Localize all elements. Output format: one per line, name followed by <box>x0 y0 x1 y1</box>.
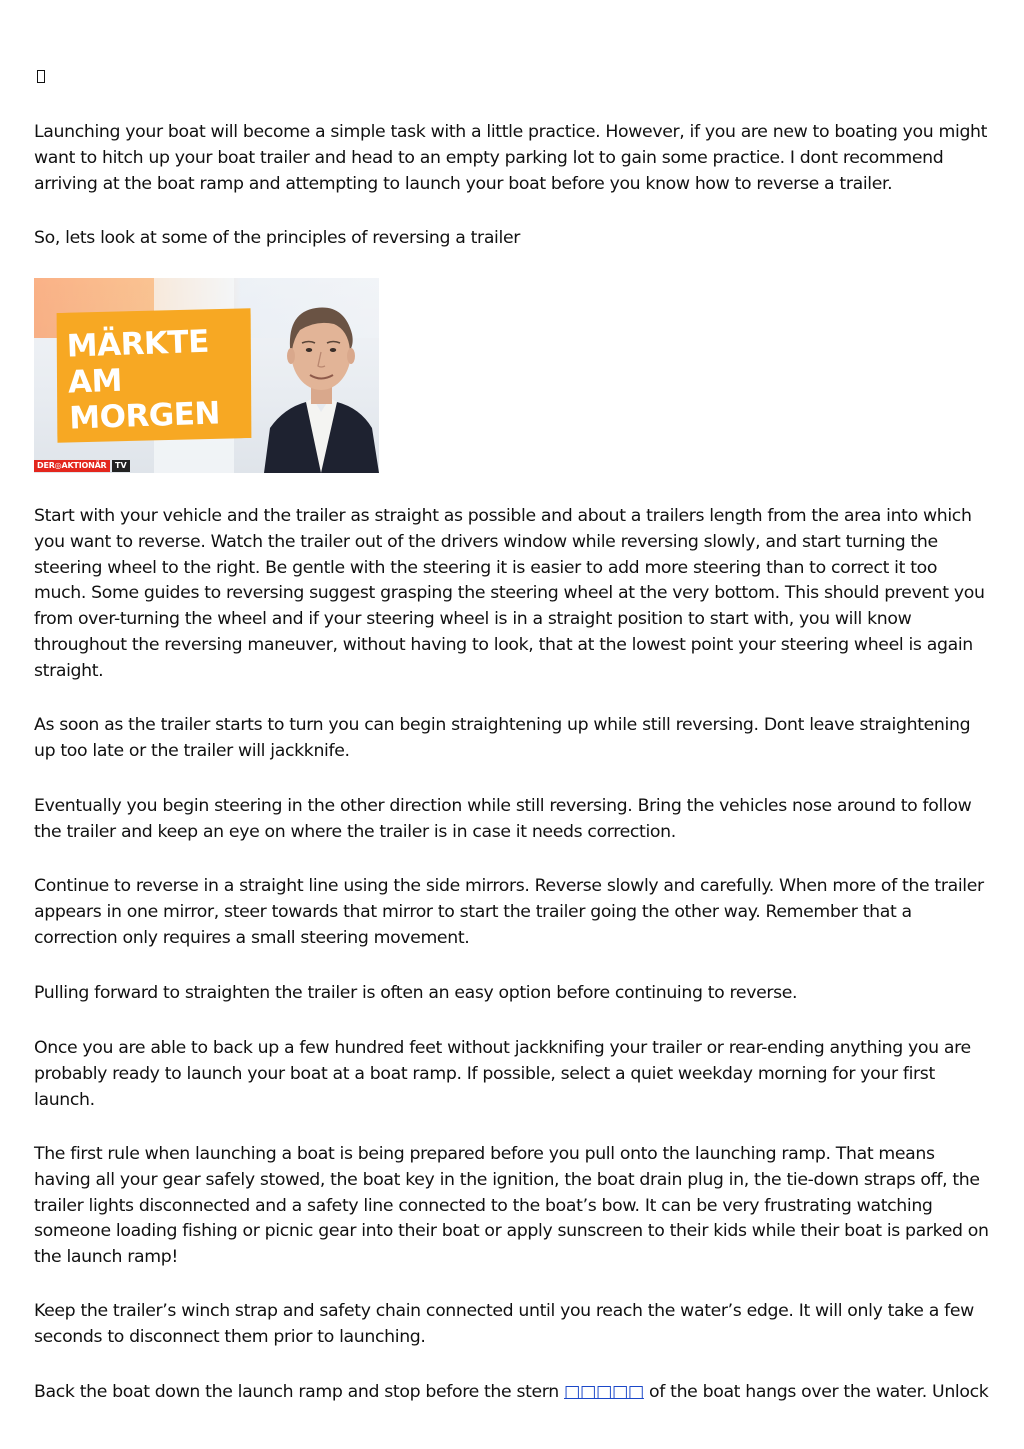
paragraph-back-down <box>34 1380 990 1406</box>
paragraph-first-rule: The first rule when launching a boat is being prepared before you pull onto the launching ramp. That means having all your gear safely stowed, the boat key in the ignition, the boat drain plug in, the tie-down straps off, the trailer lights disconnected and a safety line connected to the boat’s bow. It can be very frustrating watching someone loading fishing or picnic gear into their boat or apply sunscreen to their kids while their boat is parked on the launch ramp! <box>34 1144 989 1268</box>
paragraph-principles: So, lets look at some of the principles of reversing a trailer <box>34 228 520 248</box>
paragraph-pulling-forward: Pulling forward to straighten the trailer is often an easy option before continuing to reverse. <box>34 983 798 1003</box>
channel-logo-tv: TV <box>112 460 130 472</box>
paragraph-back-down-text-end: of the boat hangs over the water. Unlock <box>643 1382 989 1402</box>
thumbnail-title-line-1: MÄRKTE <box>66 323 210 365</box>
video-thumbnail-image <box>34 278 379 473</box>
thumbnail-title-line-3: MORGEN <box>68 395 221 437</box>
channel-logo: DER◎AKTIONÄR <box>34 460 110 472</box>
paragraph-straightening: As soon as the trailer starts to turn you can begin straightening up while still reversing. Dont leave straightening up too late or the trailer will jackknife. <box>34 715 971 761</box>
paragraph-side-mirrors: Continue to reverse in a straight line using the side mirrors. Reverse slowly and carefully. When more of the trailer appears in one mirror, steer towards that mirror to start the trailer going the other way. Remember that a correction only requires a small steering movement. <box>34 876 984 948</box>
inline-link[interactable] <box>564 1382 644 1402</box>
paragraph-winch-strap: Keep the trailer’s winch strap and safety chain connected until you reach the water’s edge. It will only take a few seconds to disconnect them prior to launching. <box>34 1301 974 1347</box>
missing-glyph-icon <box>37 70 45 83</box>
paragraph-other-direction: Eventually you begin steering in the other direction while still reversing. Bring the vehicles nose around to follow the trailer and keep an eye on where the trailer is in case it needs correction. <box>34 796 972 842</box>
paragraph-back-down-text-start: Back the boat down the launch ramp and stop before the stern <box>34 1382 565 1402</box>
paragraph-start-straight: Start with your vehicle and the trailer as straight as possible and about a trailers length from the area into which you want to reverse. Watch the trailer out of the drivers window while reversing slowly, and start turning the steering wheel to the right. Be gentle with the steering it is easier to add more steering than to correct it too much. Some guides to reversing suggest grasping the steering wheel at the very bottom. This should prevent you from over-turning the wheel and if your steering wheel is in a straight position to start with, you will know throughout the reversing maneuver, without having to look, that at the lowest point your steering wheel is again straight. <box>34 506 985 681</box>
thumbnail-title <box>66 323 220 436</box>
paragraph-intro: Launching your boat will become a simple task with a little practice. However, if you are new to boating you might want to hitch up your boat trailer and head to an empty parking lot to gain some practice. I dont recommend arriving at the boat ramp and attempting to launch your boat before you know how to reverse a trailer. <box>34 122 988 194</box>
presenter-portrait <box>264 278 379 473</box>
thumbnail-title-line-2: AM <box>67 362 123 401</box>
inline-link-text: □□□□□ <box>564 1382 644 1402</box>
paragraph-ready-to-launch: Once you are able to back up a few hundred feet without jackknifing your trailer or rear-ending anything you are probably ready to launch your boat at a boat ramp. If possible, select a quiet weekday morning for your first launch. <box>34 1038 971 1110</box>
